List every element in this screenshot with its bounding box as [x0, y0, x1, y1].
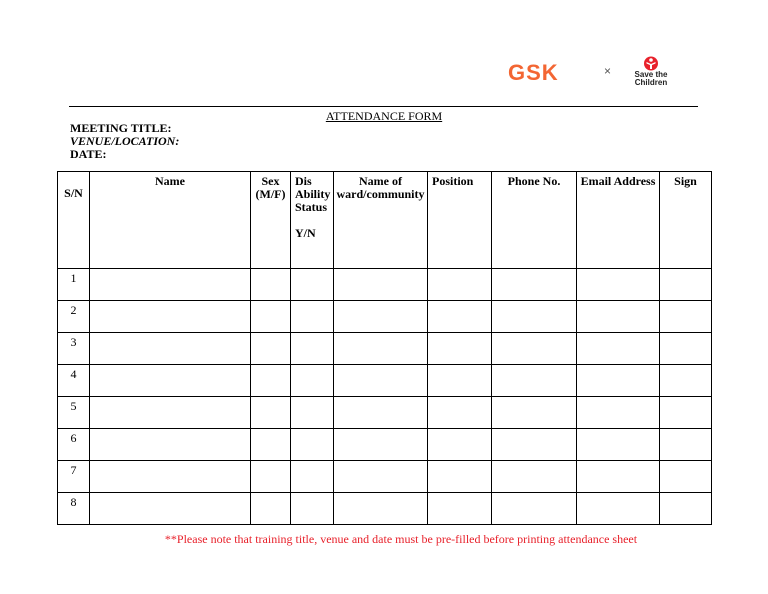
cell-phone[interactable]	[492, 333, 577, 365]
cell-position[interactable]	[428, 301, 492, 333]
table-row	[58, 365, 712, 397]
cell-ward[interactable]	[334, 461, 428, 493]
meeting-details	[70, 122, 179, 161]
meeting-title-label: MEETING TITLE:	[70, 121, 172, 135]
cell-sign[interactable]	[660, 397, 712, 429]
row-number: 5	[58, 397, 90, 429]
header-sn: S/N	[58, 172, 90, 269]
cell-disability[interactable]	[291, 333, 334, 365]
cell-sign[interactable]	[660, 269, 712, 301]
cell-disability[interactable]	[291, 301, 334, 333]
cell-email[interactable]	[577, 461, 660, 493]
cell-ward[interactable]	[334, 333, 428, 365]
cell-ward[interactable]	[334, 365, 428, 397]
date-label: DATE:	[70, 147, 107, 161]
cell-position[interactable]	[428, 429, 492, 461]
header-position: Position	[428, 172, 492, 269]
cell-email[interactable]	[577, 365, 660, 397]
form-title: ATTENDANCE FORM	[325, 109, 443, 123]
cell-phone[interactable]	[492, 397, 577, 429]
table-row	[58, 461, 712, 493]
cell-disability[interactable]	[291, 397, 334, 429]
cell-disability[interactable]	[291, 365, 334, 397]
cell-disability[interactable]	[291, 493, 334, 525]
save-the-children-icon	[643, 56, 659, 71]
cell-sign[interactable]	[660, 461, 712, 493]
cell-sex[interactable]	[251, 493, 291, 525]
header-disability	[291, 172, 334, 269]
cell-email[interactable]	[577, 397, 660, 429]
cell-ward[interactable]	[334, 269, 428, 301]
cell-position[interactable]	[428, 269, 492, 301]
table-row	[58, 269, 712, 301]
cell-sign[interactable]	[660, 493, 712, 525]
row-number: 8	[58, 493, 90, 525]
cell-sign[interactable]	[660, 301, 712, 333]
cell-name[interactable]	[90, 301, 251, 333]
cell-sex[interactable]	[251, 365, 291, 397]
cell-ward[interactable]	[334, 397, 428, 429]
cell-phone[interactable]	[492, 429, 577, 461]
cell-position[interactable]	[428, 397, 492, 429]
header-ward: Name of ward/community	[334, 172, 428, 269]
cell-ward[interactable]	[334, 429, 428, 461]
table-header-row	[58, 172, 712, 269]
cell-phone[interactable]	[492, 269, 577, 301]
row-number: 4	[58, 365, 90, 397]
cell-phone[interactable]	[492, 493, 577, 525]
cell-position[interactable]	[428, 333, 492, 365]
cell-disability[interactable]	[291, 269, 334, 301]
table-row	[58, 333, 712, 365]
table-row	[58, 301, 712, 333]
row-number: 1	[58, 269, 90, 301]
cell-email[interactable]	[577, 301, 660, 333]
cell-sign[interactable]	[660, 429, 712, 461]
cell-sex[interactable]	[251, 429, 291, 461]
header-sex: Sex (M/F)	[251, 172, 291, 269]
cell-name[interactable]	[90, 397, 251, 429]
cell-email[interactable]	[577, 429, 660, 461]
cell-phone[interactable]	[492, 461, 577, 493]
cell-ward[interactable]	[334, 493, 428, 525]
row-number: 6	[58, 429, 90, 461]
cell-phone[interactable]	[492, 365, 577, 397]
header-divider	[69, 106, 698, 107]
header-disability-yn: Y/N	[295, 226, 316, 240]
cell-position[interactable]	[428, 461, 492, 493]
cell-name[interactable]	[90, 429, 251, 461]
save-the-children-logo	[621, 56, 681, 87]
cell-sex[interactable]	[251, 333, 291, 365]
venue-location-label: VENUE/LOCATION:	[70, 134, 180, 148]
cell-name[interactable]	[90, 269, 251, 301]
header-phone: Phone No.	[492, 172, 577, 269]
partner-logos	[505, 54, 685, 94]
stc-line1: Save the	[634, 70, 668, 79]
header-name: Name	[90, 172, 251, 269]
table-row	[58, 429, 712, 461]
stc-line2: Children	[634, 78, 668, 87]
cell-name[interactable]	[90, 333, 251, 365]
prefill-note: **Please note that training title, venue and date must be pre-filled before printing attendance sheet	[164, 532, 638, 546]
logo-separator: ×	[604, 64, 612, 78]
row-number: 2	[58, 301, 90, 333]
row-number: 7	[58, 461, 90, 493]
header-disability-label: Dis Ability Status	[295, 174, 331, 214]
cell-sign[interactable]	[660, 333, 712, 365]
cell-sex[interactable]	[251, 397, 291, 429]
cell-sex[interactable]	[251, 301, 291, 333]
cell-position[interactable]	[428, 365, 492, 397]
table-row	[58, 397, 712, 429]
gsk-logo: GSK	[508, 60, 559, 85]
header-email: Email Address	[577, 172, 660, 269]
cell-email[interactable]	[577, 333, 660, 365]
header-sign: Sign	[660, 172, 712, 269]
table-row	[58, 493, 712, 525]
attendance-table	[57, 171, 712, 525]
cell-name[interactable]	[90, 493, 251, 525]
row-number: 3	[58, 333, 90, 365]
cell-name[interactable]	[90, 365, 251, 397]
cell-sign[interactable]	[660, 365, 712, 397]
cell-disability[interactable]	[291, 429, 334, 461]
cell-sex[interactable]	[251, 461, 291, 493]
cell-position[interactable]	[428, 493, 492, 525]
cell-disability[interactable]	[291, 461, 334, 493]
cell-sex[interactable]	[251, 269, 291, 301]
cell-phone[interactable]	[492, 301, 577, 333]
cell-name[interactable]	[90, 461, 251, 493]
cell-ward[interactable]	[334, 301, 428, 333]
cell-email[interactable]	[577, 269, 660, 301]
cell-email[interactable]	[577, 493, 660, 525]
